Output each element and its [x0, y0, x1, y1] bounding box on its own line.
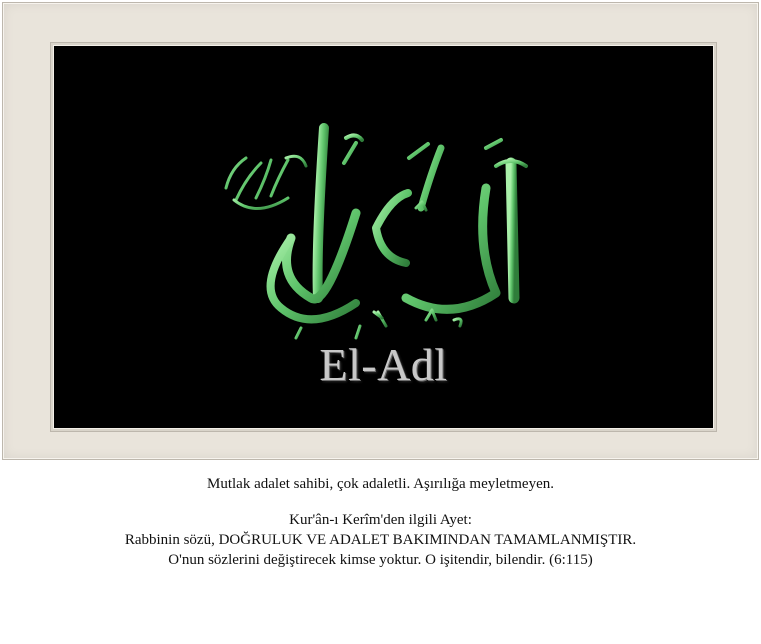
artwork-panel: [51, 43, 716, 431]
picture-frame: [2, 2, 759, 460]
meaning-text: Mutlak adalet sahibi, çok adaletli. Aşırılığa meyletmeyen.: [207, 476, 554, 492]
verse-line-2: O'nun sözlerini değiştirecek kimse yoktur. O işitendir, bilendir. (6:115): [168, 552, 593, 568]
name-label: El-Adl: [319, 339, 448, 390]
verse-heading: Kur'ân-ı Kerîm'den ilgili Ayet:: [289, 512, 472, 528]
caption-block: [0, 474, 761, 570]
spacer: [0, 494, 761, 510]
black-canvas: [56, 48, 711, 426]
verse-line-1: Rabbinin sözü, DOĞRULUK VE ADALET BAKIMINDAN TAMAMLANMIŞTIR.: [124, 532, 637, 548]
